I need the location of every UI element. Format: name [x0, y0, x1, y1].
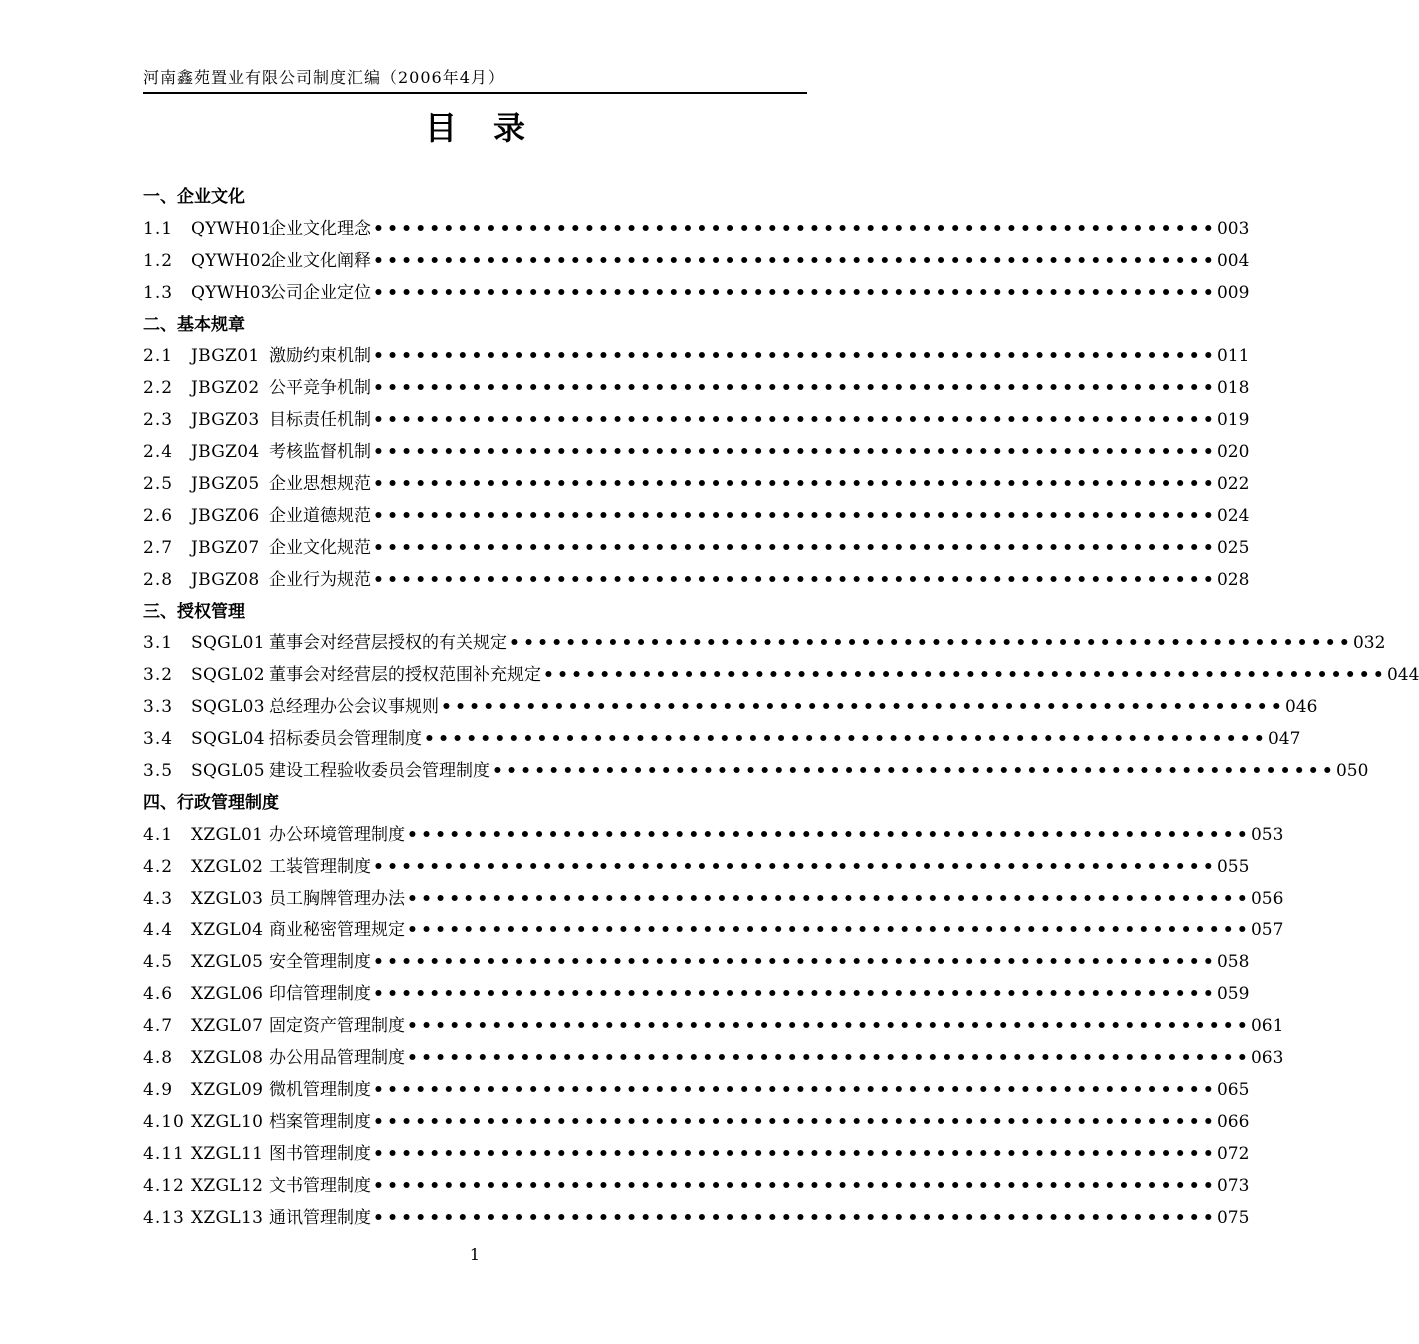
entry-code: JBGZ03 — [191, 410, 260, 431]
entry-code: XZGL13 — [191, 1207, 264, 1228]
entry-title: 目标责任机制 — [269, 410, 371, 431]
dot-leader: •••••••••••••••••••••••••••••••••••••••••••••••••••••••••••• — [407, 920, 1251, 941]
entry-number: 4.6 — [143, 984, 174, 1005]
dot-leader: •••••••••••••••••••••••••••••••••••••••••••••••••••••••••••• — [373, 474, 1217, 495]
entry-number: 2.1 — [143, 346, 174, 367]
entry-title: 董事会对经营层的授权范围补充规定 — [269, 665, 541, 686]
entry-page: 025 — [1216, 537, 1250, 558]
toc-entry[interactable] — [143, 1171, 1250, 1203]
entry-page: 028 — [1216, 569, 1250, 590]
dot-leader: •••••••••••••••••••••••••••••••••••••••••••••••••••••••••••• — [373, 1175, 1217, 1196]
entry-page: 055 — [1216, 856, 1250, 877]
entry-code: JBGZ04 — [191, 442, 260, 463]
dot-leader: •••••••••••••••••••••••••••••••••••••••••••••••••••••••••••• — [373, 1207, 1217, 1228]
entry-number: 4.5 — [143, 952, 174, 973]
dot-leader: •••••••••••••••••••••••••••••••••••••••••••••••••••••••••••• — [373, 505, 1217, 526]
entry-title: 微机管理制度 — [269, 1079, 371, 1100]
entry-number: 2.5 — [143, 474, 174, 495]
entry-page: 047 — [1267, 729, 1301, 750]
entry-code: SQGL02 — [191, 665, 265, 686]
toc-entry[interactable] — [143, 469, 1250, 501]
dot-leader: •••••••••••••••••••••••••••••••••••••••••••••••••••••••••••• — [407, 1048, 1251, 1069]
entry-code: SQGL01 — [191, 633, 265, 654]
dot-leader: •••••••••••••••••••••••••••••••••••••••••••••••••••••••••••• — [441, 697, 1285, 718]
entry-page: 066 — [1216, 1111, 1250, 1132]
entry-number: 4.1 — [143, 824, 174, 845]
entry-code: XZGL07 — [191, 1016, 264, 1037]
entry-title: 档案管理制度 — [269, 1111, 371, 1132]
entry-code: XZGL12 — [191, 1175, 264, 1196]
toc-entry[interactable] — [143, 660, 1419, 692]
toc-entry[interactable] — [143, 884, 1284, 916]
toc-entry[interactable] — [143, 1107, 1250, 1139]
dot-leader: •••••••••••••••••••••••••••••••••••••••••••••••••••••••••••• — [373, 410, 1217, 431]
table-of-contents — [143, 182, 1419, 1234]
entry-title: 商业秘密管理规定 — [269, 920, 405, 941]
entry-page: 024 — [1216, 505, 1250, 526]
entry-page: 075 — [1216, 1207, 1250, 1228]
entry-number: 4.10 — [143, 1111, 185, 1132]
dot-leader: •••••••••••••••••••••••••••••••••••••••••••••••••••••••••••• — [373, 856, 1217, 877]
entry-title: 企业文化理念 — [269, 218, 371, 239]
entry-code: QYWH02 — [191, 250, 272, 271]
toc-entry[interactable] — [143, 1043, 1284, 1075]
toc-entry[interactable] — [143, 246, 1250, 278]
entry-title: 印信管理制度 — [269, 984, 371, 1005]
entry-number: 4.13 — [143, 1207, 185, 1228]
toc-entry[interactable] — [143, 692, 1318, 724]
running-header: 河南鑫苑置业有限公司制度汇编（2006年4月） — [143, 66, 807, 94]
entry-code: JBGZ02 — [191, 378, 260, 399]
toc-entry[interactable] — [143, 1075, 1250, 1107]
entry-title: 工装管理制度 — [269, 856, 371, 877]
section-heading: 四、行政管理制度 — [143, 792, 279, 813]
entry-page: 018 — [1216, 378, 1250, 399]
entry-number: 2.7 — [143, 537, 174, 558]
entry-code: XZGL10 — [191, 1111, 264, 1132]
entry-page: 020 — [1216, 442, 1250, 463]
entry-number: 4.11 — [143, 1143, 185, 1164]
entry-code: XZGL08 — [191, 1048, 264, 1069]
entry-number: 3.2 — [143, 665, 174, 686]
entry-number: 4.3 — [143, 888, 174, 909]
dot-leader: •••••••••••••••••••••••••••••••••••••••••••••••••••••••••••• — [373, 218, 1217, 239]
toc-entry[interactable] — [143, 373, 1250, 405]
entry-number: 3.3 — [143, 697, 174, 718]
toc-entry[interactable] — [143, 820, 1284, 852]
entry-page: 061 — [1250, 1016, 1284, 1037]
entry-title: 企业文化阐释 — [269, 250, 371, 271]
dot-leader: •••••••••••••••••••••••••••••••••••••••••••••••••••••••••••• — [509, 633, 1353, 654]
entry-number: 1.2 — [143, 250, 174, 271]
entry-page: 009 — [1216, 282, 1250, 303]
page-title: 目录 — [424, 109, 561, 147]
entry-code: JBGZ05 — [191, 474, 260, 495]
dot-leader: •••••••••••••••••••••••••••••••••••••••••••••••••••••••••••• — [373, 378, 1217, 399]
entry-number: 4.9 — [143, 1079, 174, 1100]
entry-title: 招标委员会管理制度 — [269, 729, 422, 750]
entry-title: 董事会对经营层授权的有关规定 — [269, 633, 507, 654]
section-heading: 一、企业文化 — [143, 187, 245, 207]
entry-page: 057 — [1250, 920, 1284, 941]
entry-number: 3.1 — [143, 633, 174, 654]
dot-leader: •••••••••••••••••••••••••••••••••••••••••••••••••••••••••••• — [373, 984, 1217, 1005]
toc-entry[interactable] — [143, 533, 1250, 565]
entry-page: 032 — [1352, 633, 1386, 654]
dot-leader: •••••••••••••••••••••••••••••••••••••••••••••••••••••••••••• — [373, 1079, 1217, 1100]
entry-number: 4.2 — [143, 856, 174, 877]
entry-code: SQGL03 — [191, 697, 265, 718]
entry-number: 4.12 — [143, 1175, 185, 1196]
entry-page: 044 — [1386, 665, 1419, 686]
entry-code: XZGL04 — [191, 920, 264, 941]
entry-number: 1.1 — [143, 218, 174, 239]
entry-number: 4.8 — [143, 1048, 174, 1069]
entry-page: 059 — [1216, 984, 1250, 1005]
section-heading: 二、基本规章 — [143, 314, 245, 335]
entry-code: JBGZ08 — [191, 569, 260, 590]
entry-number: 2.6 — [143, 505, 174, 526]
entry-code: JBGZ07 — [191, 537, 260, 558]
dot-leader: •••••••••••••••••••••••••••••••••••••••••••••••••••••••••••• — [373, 537, 1217, 558]
toc-entry[interactable] — [143, 405, 1250, 437]
dot-leader: •••••••••••••••••••••••••••••••••••••••••••••••••••••••••••• — [492, 761, 1336, 782]
dot-leader: •••••••••••••••••••••••••••••••••••••••••••••••••••••••••••• — [373, 952, 1217, 973]
dot-leader: •••••••••••••••••••••••••••••••••••••••••••••••••••••••••••• — [407, 888, 1251, 909]
entry-title: 办公用品管理制度 — [269, 1048, 405, 1069]
toc-entry[interactable] — [143, 852, 1250, 884]
entry-title: 公平竞争机制 — [269, 378, 371, 399]
entry-number: 3.4 — [143, 729, 174, 750]
dot-leader: •••••••••••••••••••••••••••••••••••••••••••••••••••••••••••• — [373, 250, 1217, 271]
entry-title: 激励约束机制 — [269, 346, 371, 367]
entry-page: 003 — [1216, 218, 1250, 239]
entry-page: 065 — [1216, 1079, 1250, 1100]
entry-title: 安全管理制度 — [269, 952, 371, 973]
entry-page: 072 — [1216, 1143, 1250, 1164]
entry-page: 063 — [1250, 1048, 1284, 1069]
dot-leader: •••••••••••••••••••••••••••••••••••••••••••••••••••••••••••• — [373, 1111, 1217, 1132]
entry-number: 2.8 — [143, 569, 174, 590]
entry-title: 考核监督机制 — [269, 442, 371, 463]
entry-number: 4.7 — [143, 1016, 174, 1037]
entry-number: 2.4 — [143, 442, 174, 463]
toc-entry[interactable] — [143, 756, 1369, 788]
section-heading: 三、授权管理 — [143, 601, 245, 622]
entry-number: 2.3 — [143, 410, 174, 431]
entry-page: 073 — [1216, 1175, 1250, 1196]
entry-page: 050 — [1335, 761, 1369, 782]
toc-entry[interactable] — [143, 628, 1386, 660]
dot-leader: •••••••••••••••••••••••••••••••••••••••••••••••••••••••••••• — [373, 282, 1217, 303]
entry-title: 固定资产管理制度 — [269, 1016, 405, 1037]
entry-code: JBGZ01 — [191, 346, 260, 367]
dot-leader: •••••••••••••••••••••••••••••••••••••••••••••••••••••••••••• — [424, 729, 1268, 750]
entry-code: XZGL11 — [191, 1143, 264, 1164]
dot-leader: •••••••••••••••••••••••••••••••••••••••••••••••••••••••••••• — [407, 824, 1251, 845]
toc-entry[interactable] — [143, 565, 1250, 597]
entry-title: 员工胸牌管理办法 — [269, 888, 405, 909]
entry-title: 企业行为规范 — [269, 569, 371, 590]
entry-code: XZGL03 — [191, 888, 264, 909]
entry-code: XZGL01 — [191, 824, 264, 845]
entry-title: 公司企业定位 — [269, 282, 371, 303]
entry-number: 3.5 — [143, 761, 174, 782]
entry-code: QYWH03 — [191, 282, 272, 303]
entry-code: XZGL02 — [191, 856, 264, 877]
entry-page: 004 — [1216, 250, 1250, 271]
toc-entry[interactable] — [143, 724, 1301, 756]
page-number: 1 — [469, 1245, 481, 1264]
dot-leader: •••••••••••••••••••••••••••••••••••••••••••••••••••••••••••• — [407, 1016, 1251, 1037]
dot-leader: •••••••••••••••••••••••••••••••••••••••••••••••••••••••••••• — [373, 346, 1217, 367]
entry-number: 1.3 — [143, 282, 174, 303]
entry-title: 企业思想规范 — [269, 474, 371, 495]
toc-entry[interactable] — [143, 341, 1250, 373]
entry-code: XZGL06 — [191, 984, 264, 1005]
entry-title: 总经理办公会议事规则 — [269, 697, 439, 718]
entry-code: SQGL04 — [191, 729, 265, 750]
entry-page: 022 — [1216, 474, 1250, 495]
entry-page: 011 — [1216, 346, 1250, 367]
toc-entry[interactable] — [143, 437, 1250, 469]
toc-entry[interactable] — [143, 1011, 1284, 1043]
entry-code: QYWH01 — [191, 218, 272, 239]
entry-title: 办公环境管理制度 — [269, 824, 405, 845]
entry-number: 2.2 — [143, 378, 174, 399]
entry-number: 4.4 — [143, 920, 174, 941]
toc-entry[interactable] — [143, 979, 1250, 1011]
entry-code: XZGL05 — [191, 952, 264, 973]
entry-title: 建设工程验收委员会管理制度 — [269, 761, 490, 782]
dot-leader: •••••••••••••••••••••••••••••••••••••••••••••••••••••••••••• — [373, 1143, 1217, 1164]
dot-leader: •••••••••••••••••••••••••••••••••••••••••••••••••••••••••••• — [543, 665, 1387, 686]
entry-code: SQGL05 — [191, 761, 265, 782]
entry-title: 企业道德规范 — [269, 505, 371, 526]
entry-title: 通讯管理制度 — [269, 1207, 371, 1228]
dot-leader: •••••••••••••••••••••••••••••••••••••••••••••••••••••••••••• — [373, 569, 1217, 590]
toc-entry[interactable] — [143, 278, 1250, 310]
toc-entry[interactable] — [143, 947, 1250, 979]
dot-leader: •••••••••••••••••••••••••••••••••••••••••••••••••••••••••••• — [373, 442, 1217, 463]
entry-page: 019 — [1216, 410, 1250, 431]
entry-page: 046 — [1284, 697, 1318, 718]
entry-code: JBGZ06 — [191, 505, 260, 526]
toc-entry[interactable] — [143, 501, 1250, 533]
entry-page: 053 — [1250, 824, 1284, 845]
toc-entry[interactable] — [143, 1139, 1250, 1171]
entry-page: 058 — [1216, 952, 1250, 973]
entry-title: 图书管理制度 — [269, 1143, 371, 1164]
entry-title: 企业文化规范 — [269, 537, 371, 558]
entry-page: 056 — [1250, 888, 1284, 909]
entry-title: 文书管理制度 — [269, 1175, 371, 1196]
entry-code: XZGL09 — [191, 1079, 264, 1100]
toc-entry[interactable] — [143, 1203, 1250, 1235]
toc-entry[interactable] — [143, 915, 1284, 947]
toc-entry[interactable] — [143, 214, 1250, 246]
